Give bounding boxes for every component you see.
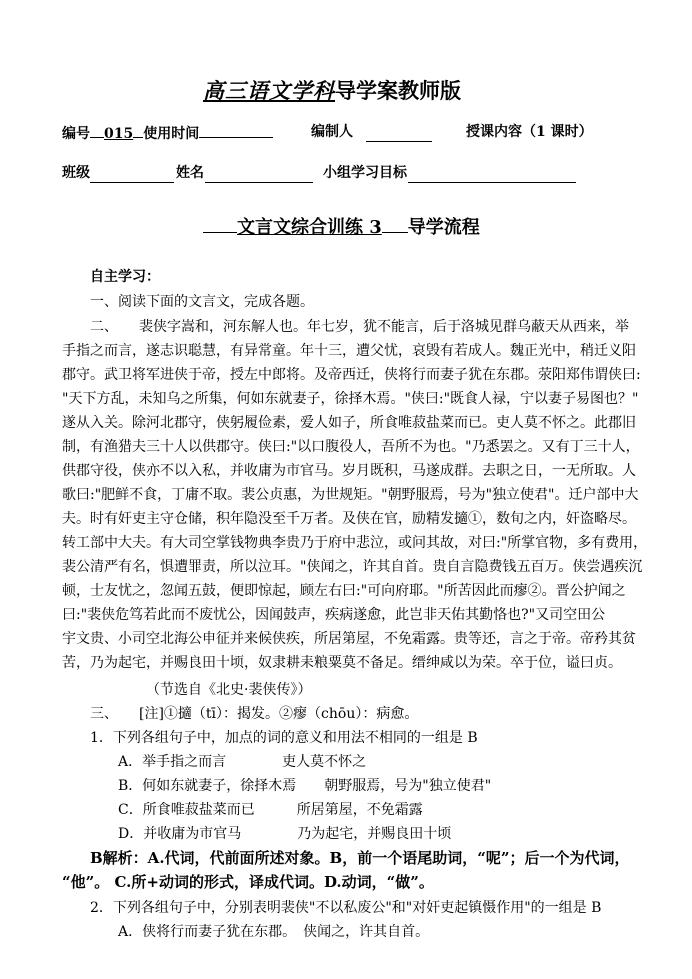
passage-line: "天下方乱，未知乌之所集，何如东就妻子，徐择木焉。"侠曰:"既食人禄，宁以妻子易图也？" <box>62 391 639 407</box>
passage-line: 供郡守役，侠亦不以入私，并收庸为市官马。岁月既积，马遂成群。去职之日，一无所取。人 <box>62 463 636 479</box>
q1-option-c: C．所食唯菽盐菜而已 所居第屋，不免霜露 <box>118 802 423 818</box>
use-time-field <box>199 122 273 138</box>
passage-line: 宇文贵、小司空北海公申征并来候侠疾，所居第屋，不免霜露。贵等还，言之于帝。帝矜其贫 <box>62 631 636 647</box>
passage-line: 夫。时有奸吏主守仓储，积年隐没至千万者。及侠在官，励精发擿①，数旬之内，奸盗略尽。 <box>62 511 636 527</box>
flow-title: 导学流程 <box>407 217 480 238</box>
number-label: 编号 <box>62 126 90 142</box>
passage-line: 手指之而言，遂志识聪慧，有异常童。年十三，遭父忧，哀毁有若成人。魏正光中，稍迁义阳 <box>62 343 636 359</box>
author-field <box>366 126 432 142</box>
passage-line: 苦，乃为起宅，并赐良田十顷，奴隶耕耒粮粟莫不备足。缙绅咸以为荣。卒于位，谥曰贞。 <box>62 655 622 671</box>
class-label: 班级 <box>62 165 90 181</box>
question-1: 1．下列各组句子中，加点的词的意义和用法不相同的一组是 B <box>90 730 478 746</box>
number-value: 015 <box>104 126 134 142</box>
subject-label: 高三语文学科 <box>203 79 335 103</box>
passage-line: 裴公清严有名，惧遭罪责，所以泣耳。"侠闻之，许其自首。贵自言隐费钱五百万。侠尝遇疾沉 <box>62 559 643 575</box>
name-label: 姓名 <box>176 165 204 181</box>
passage-line: 顿，士友忧之，忽闻五鼓，便即惊起，顾左右曰:"可向府耶。"所苦因此而瘳②。晋公护闻之 <box>62 583 626 599</box>
passage-line: 曰:"裴侠危笃若此而不废忧公，因闻鼓声，疾病遂愈，此岂非天佑其勤恪也?"又司空田公 <box>62 607 606 623</box>
author-label: 编制人 <box>311 124 353 140</box>
goal-field <box>408 167 576 183</box>
section-subtitle <box>203 214 480 241</box>
passage-line: 歌曰:"肥鲜不食，丁庸不取。裴公贞惠，为世规矩。"朝野服焉，号为"独立使君"。迁户部中大 <box>62 487 639 503</box>
name-field <box>205 167 313 183</box>
source-note: （节选自《北史·裴侠传》） <box>146 682 312 698</box>
passage-line: 郡守。武卫将军进侠于帝，授左中郎将。及帝西迁，侠将行而妻子犹在东郡。荥阳郑伟谓侠曰: <box>62 367 641 383</box>
q1-analysis: B解析：A.代词，代前面所述对象。B，前一个语尾助词，“呢”；后一个为代词， <box>90 849 630 867</box>
q1-option-b: B．何如东就妻子，徐择木焉 朝野服焉，号为"独立使君" <box>118 778 492 794</box>
passage-line: 转工部中大夫。有大司空掌钱物典李贵乃于府中悲泣，或问其故，对曰:"所掌官物，多有费用， <box>62 535 648 551</box>
question-2: 2．下列各组句子中，分别表明裴侠"不以私废公"和"对奸吏起镇慑作用"的一组是 B <box>90 900 602 916</box>
annotation-note: 三、 [注]①擿（tī）：揭发。②瘳（chōu）：病愈。 <box>90 706 419 722</box>
goal-label: 小组学习目标 <box>323 165 407 181</box>
topic-title: 文言文综合训练 3 <box>237 217 382 238</box>
q1-analysis: “他”。 C.所+动词的形式，译成代词。D.动词，“做”。 <box>62 873 434 891</box>
page-title <box>203 76 461 106</box>
passage-line: 二、 裴侠字嵩和，河东解人也。年七岁，犹不能言，后于洛城见群乌蔽天从西来，举 <box>90 319 629 335</box>
q1-option-a: A．举手指之而言 吏人莫不怀之 <box>118 754 367 770</box>
q2-option-a: A．侠将行而妻子犹在东郡。 侠闻之，许其自首。 <box>118 924 430 940</box>
q1-option-d: D．并收庸为市官马 乃为起宅，并赐良田十顷 <box>118 826 452 842</box>
passage-line: 制，有渔猎夫三十人以供郡守。侠曰:"以口腹役人，吾所不为也。"乃悉罢之。又有丁三十人， <box>62 439 640 455</box>
self-study-heading: 自主学习： <box>90 269 160 285</box>
task-1: 一、阅读下面的文言文，完成各题。 <box>90 294 314 310</box>
passage-line: 遂从入关。除河北郡守，侠躬履俭素，爱人如子，所食唯菽盐菜而已。吏人莫不怀之。此郡旧 <box>62 415 636 431</box>
meta-row-1 <box>62 122 273 144</box>
title-text: 导学案教师版 <box>335 78 461 103</box>
lesson-label: 授课内容（1 课时） <box>466 124 593 140</box>
class-field <box>90 167 174 183</box>
use-time-label: 使用时间 <box>143 126 200 142</box>
